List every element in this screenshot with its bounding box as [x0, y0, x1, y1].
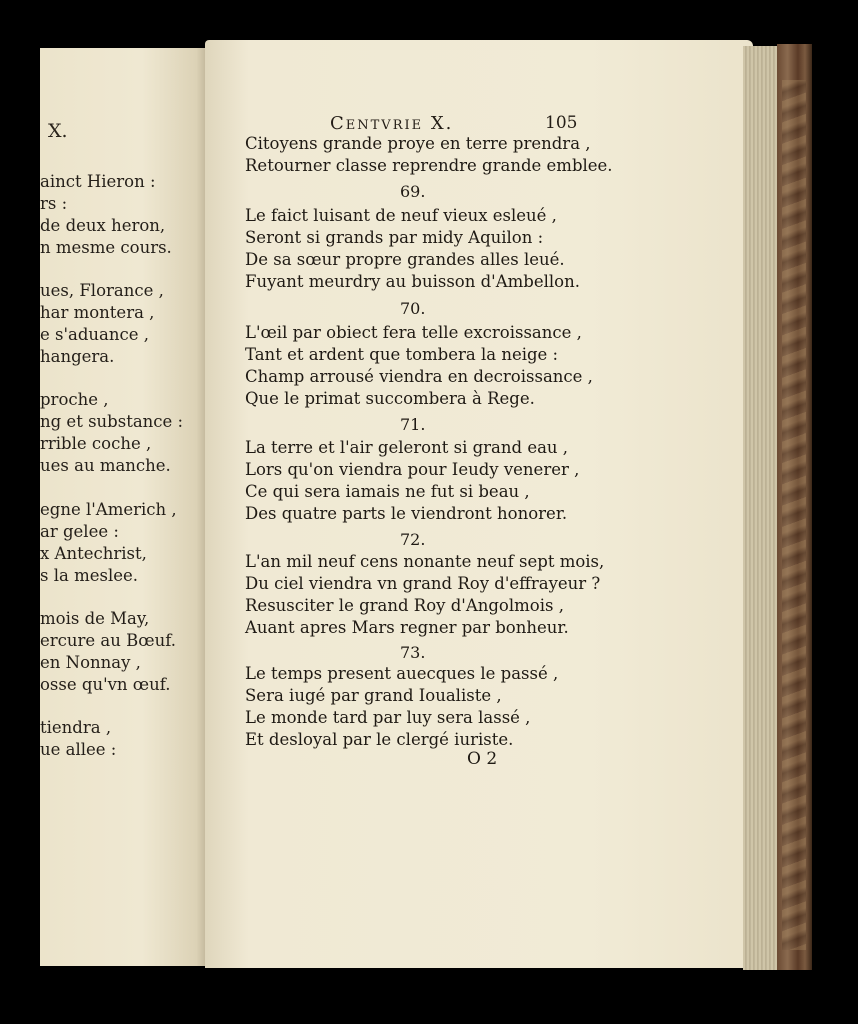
page-number: 105 — [545, 113, 578, 133]
left-page-line: ar gelee : — [40, 522, 119, 541]
left-page-line: hangera. — [40, 347, 115, 366]
verse-line: De sa sœur propre grandes alles leué. — [245, 250, 565, 269]
page-edges — [743, 46, 777, 970]
left-page-line: ainct Hieron : — [40, 172, 156, 191]
signature-mark: O 2 — [467, 749, 498, 769]
left-page-line: egne l'Americh , — [40, 500, 177, 519]
verse-line: Du ciel viendra vn grand Roy d'effrayeur ? — [245, 574, 601, 593]
open-book — [40, 40, 812, 970]
left-page-line: mois de May, — [40, 609, 150, 628]
verse-line: Champ arrousé viendra en decroissance , — [245, 367, 593, 386]
verse-line: Le monde tard par luy sera lassé , — [245, 708, 531, 727]
quatrain-number: 73. — [400, 643, 426, 662]
left-page-line: rrible coche , — [40, 434, 152, 453]
left-page-line: ng et substance : — [40, 412, 184, 431]
marbled-cover-pattern — [782, 80, 806, 950]
verse-line: Auant apres Mars regner par bonheur. — [245, 618, 569, 637]
left-page-line: en Nonnay , — [40, 653, 141, 672]
left-page-line: proche , — [40, 390, 109, 409]
left-page-line: har montera , — [40, 303, 155, 322]
left-page-line: ues au manche. — [40, 456, 171, 475]
verse-line: Fuyant meurdry au buisson d'Ambellon. — [245, 272, 580, 291]
quatrain-number: 70. — [400, 299, 426, 318]
left-page-line: s la meslee. — [40, 566, 139, 585]
verse-line: Ce qui sera iamais ne fut si beau , — [245, 482, 530, 501]
running-head: Centvrie X. — [330, 113, 454, 134]
verse-line: La terre et l'air geleront si grand eau , — [245, 438, 569, 457]
quatrain-number: 71. — [400, 415, 426, 434]
quatrain-number: 72. — [400, 530, 426, 549]
verse-line: Que le primat succombera à Rege. — [245, 389, 535, 408]
left-page-line: de deux heron, — [40, 216, 166, 235]
left-page-line: rs : — [40, 194, 68, 213]
verse-line: Des quatre parts le viendront honorer. — [245, 504, 568, 523]
verse-line: Citoyens grande proye en terre prendra , — [245, 134, 591, 153]
verse-line: Sera iugé par grand Ioualiste , — [245, 686, 502, 705]
left-page-line: e s'aduance , — [40, 325, 149, 344]
verse-line: Et desloyal par le clergé iuriste. — [245, 730, 514, 749]
left-page-header: X. — [48, 120, 68, 142]
left-page-line: x Antechrist, — [40, 544, 147, 563]
verse-line: L'œil par obiect fera telle excroissance , — [245, 323, 582, 342]
left-page-line: osse qu'vn œuf. — [40, 675, 171, 694]
verse-line: Tant et ardent que tombera la neige : — [245, 345, 559, 364]
verse-line: Seront si grands par midy Aquilon : — [245, 228, 544, 247]
verse-line: Resusciter le grand Roy d'Angolmois , — [245, 596, 564, 615]
left-page-line: ue allee : — [40, 740, 117, 759]
left-page-line: ues, Florance , — [40, 281, 164, 300]
left-page-line: n mesme cours. — [40, 238, 172, 257]
left-page-line: ercure au Bœuf. — [40, 631, 176, 650]
verse-line: Retourner classe reprendre grande emblee. — [245, 156, 613, 175]
left-page — [40, 48, 210, 966]
verse-line: L'an mil neuf cens nonante neuf sept mois, — [245, 552, 605, 571]
left-page-line: tiendra , — [40, 718, 112, 737]
verse-line: Le faict luisant de neuf vieux esleué , — [245, 206, 557, 225]
verse-line: Lors qu'on viendra pour Ieudy venerer , — [245, 460, 580, 479]
quatrain-number: 69. — [400, 182, 426, 201]
verse-line: Le temps present auecques le passé , — [245, 664, 559, 683]
